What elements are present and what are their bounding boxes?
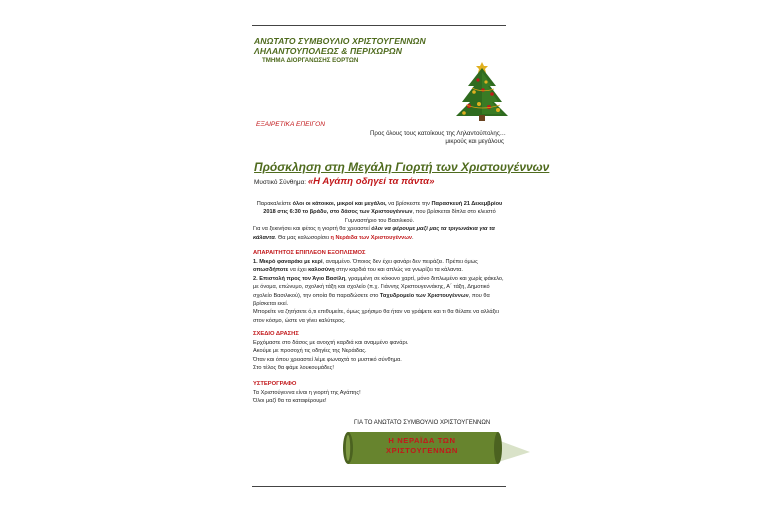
plan-line: Στο τέλος θα φάμε λουκουμάδες! (253, 365, 334, 372)
item-text: , που θα βρίσκεται εκεί. (253, 292, 490, 308)
org-name-line1: ΑΝΩΤΑΤΟ ΣΥΜΒΟΥΛΙΟ ΧΡΙΣΤΟΥΓΕΝΝΩΝ (254, 36, 426, 46)
intro-bold: όλοι οι κάτοικοι, μικροί και μεγάλοι, (292, 201, 387, 207)
item-text: στην καρδιά του και απλώς να γνωρίζει τα κάλαντα. (334, 267, 463, 274)
item-bold: Ταχυδρομείο των Χριστουγέννων (379, 292, 469, 299)
equipment-list (253, 258, 506, 325)
intro-line (253, 225, 506, 242)
intro-text: . (412, 234, 414, 241)
item-text: , γραμμένη σε κόκκινο χαρτί, μόνο διπλωμένο και χωρίς φάκελο, με όνομα, επώνυμο, σχολική τάξη και σχολείο (π.χ. Γιάννης Χριστουγεννάκης, Α΄ τάξη, Δημοτικό σχολείο Βασιλικού), την οποία θα παραδώσετε στο (253, 275, 504, 299)
intro-text: . Θα μας καλωσορίσει (274, 234, 331, 241)
postscript-heading: ΥΣΤΕΡΟΓΡΑΦΟ (253, 381, 297, 387)
signoff-line: ΓΙΑ ΤΟ ΑΝΩΤΑΤΟ ΣΥΜΒΟΥΛΙΟ ΧΡΙΣΤΟΥΓΕΝΝΩΝ (354, 420, 491, 426)
postscript-line: Όλοι μαζί θα τα καταφέρουμε! (253, 398, 327, 405)
urgent-label: ΕΞΑΙΡΕΤΙΚΑ ΕΠΕΙΓΟΝ (256, 121, 325, 128)
intro-text: , που βρίσκεται δίπλα στο κλειστό Γυμναστήριο του Βασιλικού. (344, 209, 496, 224)
intro-text: Παρακαλείστε (256, 201, 293, 207)
password-value: «Η Αγάπη οδηγεί τα πάντα» (307, 176, 435, 187)
bottom-rule (252, 486, 506, 487)
christmas-tree-icon (452, 60, 512, 122)
intro-text: Για να ξεκινήσει και φέτος η γιορτή θα χρειαστεί (253, 226, 372, 233)
recipients-line1: Προς όλους τους κατοίκους της Ληλαντούπολης… (369, 130, 506, 137)
item-bold: οπωσδήποτε (253, 267, 289, 274)
equipment-item-2 (253, 275, 506, 309)
equipment-heading: ΑΠΑΡΑΙΤΗΤΟΣ ΕΠΙΠΛΕΟΝ ΕΞΟΠΛΙΣΜΟΣ (253, 250, 366, 256)
intro-paragraph (253, 200, 506, 242)
equipment-note: Μπορείτε να ζητήσετε ό,τι επιθυμείτε, όμως χρήσιμο θα ήταν να γράψετε και τι θα θέλατε να αλλάξει στον κόσμο, ώστε να γίνει καλύτερος. (253, 309, 499, 324)
intro-bold-italic: όλοι να φέρουμε μαζί μας τα τριγωνάκια για τα κάλαντα (253, 226, 495, 241)
item-title: 1. Μικρό φαναράκι με κερί (253, 259, 323, 265)
signature-line2: ΧΡΙΣΤΟΥΓΕΝΝΩΝ (385, 446, 459, 455)
item-text: , αναμμένο. Όποιος δεν έχει φανάρι δεν πειράζει. Πρέπει όμως (322, 259, 478, 265)
plan-line: Ακούμε με προσοχή τις οδηγίες της Νεράιδας. (253, 348, 367, 355)
postscript-text (253, 389, 506, 406)
item-bold: καλοσύνη (308, 267, 335, 274)
intro-bold: Παρασκευή 21 Δεκεμβρίου 2018 στις 6:30 το βράδυ, στο δάσος των Χριστουγέννων (263, 201, 503, 216)
equipment-item-1 (253, 258, 506, 275)
plan-line: Ερχόμαστε στο δάσος με ανοιχτή καρδιά και αναμμένο φανάρι. (253, 340, 409, 346)
intro-text: να βρίσκεστε την (386, 201, 432, 207)
recipients-line2: μικρούς και μεγάλους (445, 138, 504, 145)
plan-heading: ΣΧΕΔΙΟ ΔΡΑΣΗΣ (253, 331, 299, 337)
signature-text (356, 436, 488, 456)
item-text: να έχει (288, 267, 309, 274)
top-rule (252, 25, 506, 26)
invitation-title: Πρόσκληση στη Μεγάλη Γιορτή των Χριστουγέννων (254, 160, 550, 174)
fairy-name: η Νεράιδα των Χριστουγέννων (330, 234, 413, 241)
password-label: Μυστικό Σύνθημα: (254, 179, 308, 186)
item-title: 2. Επιστολή προς τον Άγιο Βασίλη (253, 275, 346, 282)
org-name-line2: ΛΗΛΑΝΤΟΥΠΟΛΕΩΣ & ΠΕΡΙΧΩΡΩΝ (254, 46, 403, 56)
plan-list (253, 339, 506, 373)
intro-line (253, 200, 506, 225)
secret-password (254, 176, 434, 187)
department-name: ΤΜΗΜΑ ΔΙΟΡΓΑΝΩΣΗΣ ΕΟΡΤΩΝ (262, 57, 359, 64)
signature-line1: Η ΝΕΡΑΪΔΑ ΤΩΝ (388, 436, 456, 445)
postscript-line: Τα Χριστούγεννα είναι η γιορτή της Αγάπης! (253, 390, 361, 396)
plan-line: Όταν και όπου χρειαστεί λέμε φωναχτά το μυστικό σύνθημα. (253, 356, 402, 363)
